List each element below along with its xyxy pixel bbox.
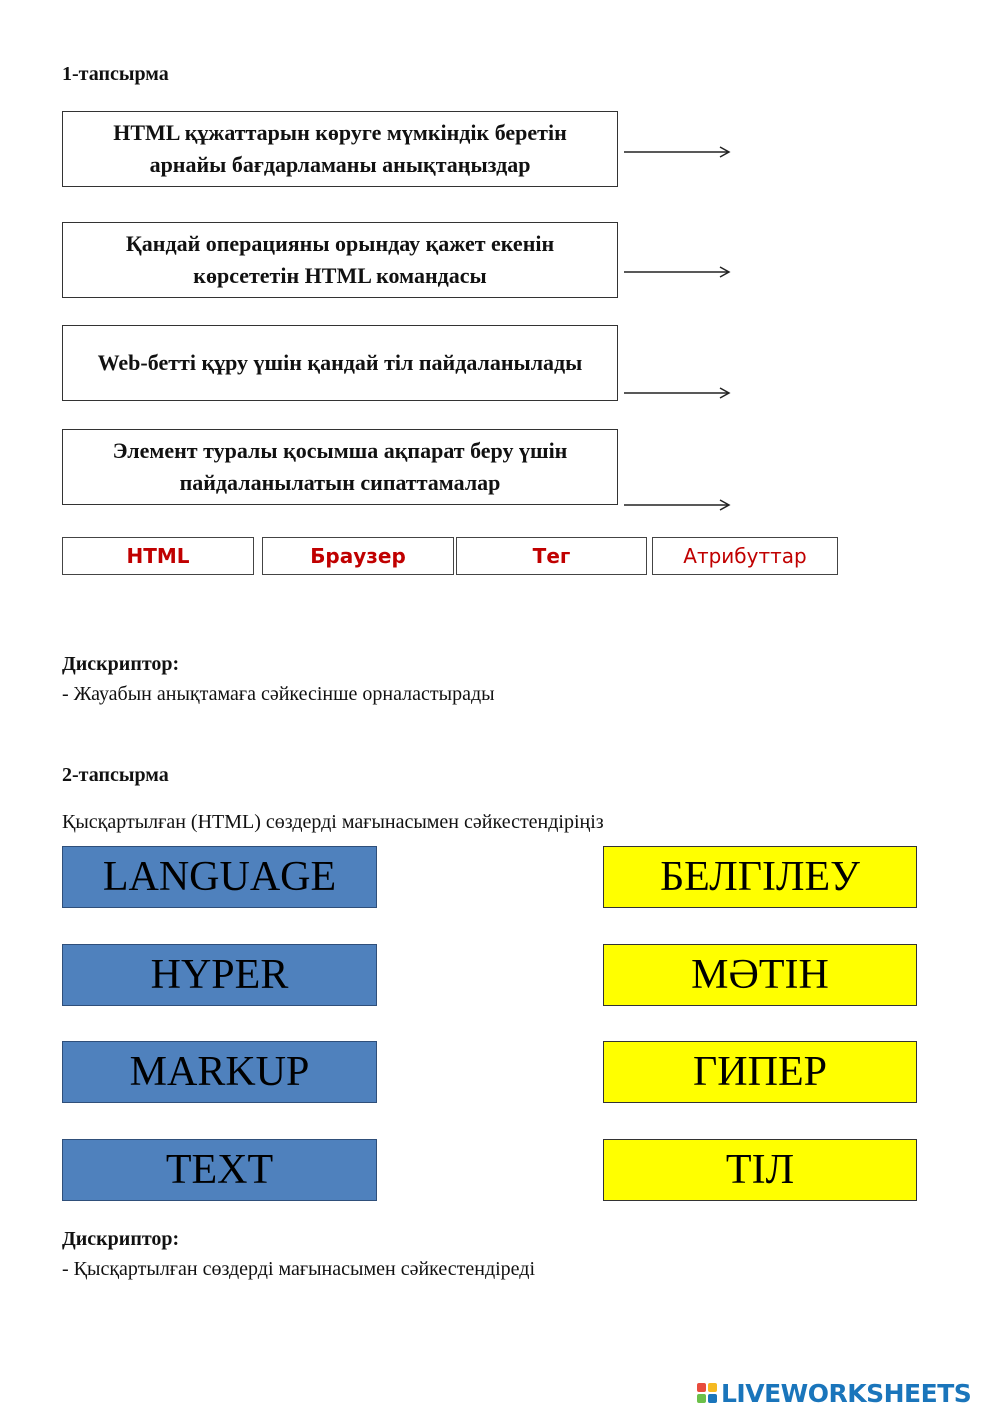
logo-mark-icon [697,1383,717,1403]
answer-card-tag[interactable]: Тег [456,537,647,575]
descriptor-1-title: Дискриптор: [62,653,180,675]
meaning-card-matin[interactable]: МӘТІН [603,944,917,1006]
task2-instruction: Қысқартылған (HTML) сөздерді мағынасымен сәйкестендіріңіз [62,811,604,833]
task2-title: 2-тапсырма [62,764,169,786]
arrow-right-icon [624,386,734,400]
question-box-3: Web-бетті құру үшін қандай тіл пайдаланылады [62,325,618,401]
descriptor-1-text: - Жауабын анықтамаға сәйкесінше орналастырады [62,683,495,705]
question-box-1: HTML құжаттарын көруге мүмкіндік беретін арнайы бағдарламаны анықтаңыздар [62,111,618,187]
question-box-2: Қандай операцияны орындау қажет екенін көрсететін HTML командасы [62,222,618,298]
word-card-language[interactable]: LANGUAGE [62,846,377,908]
logo-text: LIVEWORKSHEETS [721,1378,972,1408]
descriptor-2-title: Дискриптор: [62,1228,180,1250]
descriptor-2-text: - Қысқартылған сөздерді мағынасымен сәйкестендіреді [62,1258,536,1280]
meaning-card-giper[interactable]: ГИПЕР [603,1041,917,1103]
meaning-card-til[interactable]: ТІЛ [603,1139,917,1201]
word-card-markup[interactable]: MARKUP [62,1041,377,1103]
liveworksheets-logo[interactable] [697,1378,971,1408]
question-box-4: Элемент туралы қосымша ақпарат беру үшін пайдаланылатын сипаттамалар [62,429,618,505]
arrow-right-icon [624,145,734,159]
answer-card-browser[interactable]: Браузер [262,537,454,575]
word-card-text[interactable]: TEXT [62,1139,377,1201]
arrow-right-icon [624,498,734,512]
task1-title: 1-тапсырма [62,63,169,85]
answer-card-attributes[interactable]: Атрибуттар [652,537,838,575]
arrow-right-icon [624,265,734,279]
meaning-card-belgileu[interactable]: БЕЛГІЛЕУ [603,846,917,908]
word-card-hyper[interactable]: HYPER [62,944,377,1006]
answer-card-html[interactable]: HTML [62,537,254,575]
